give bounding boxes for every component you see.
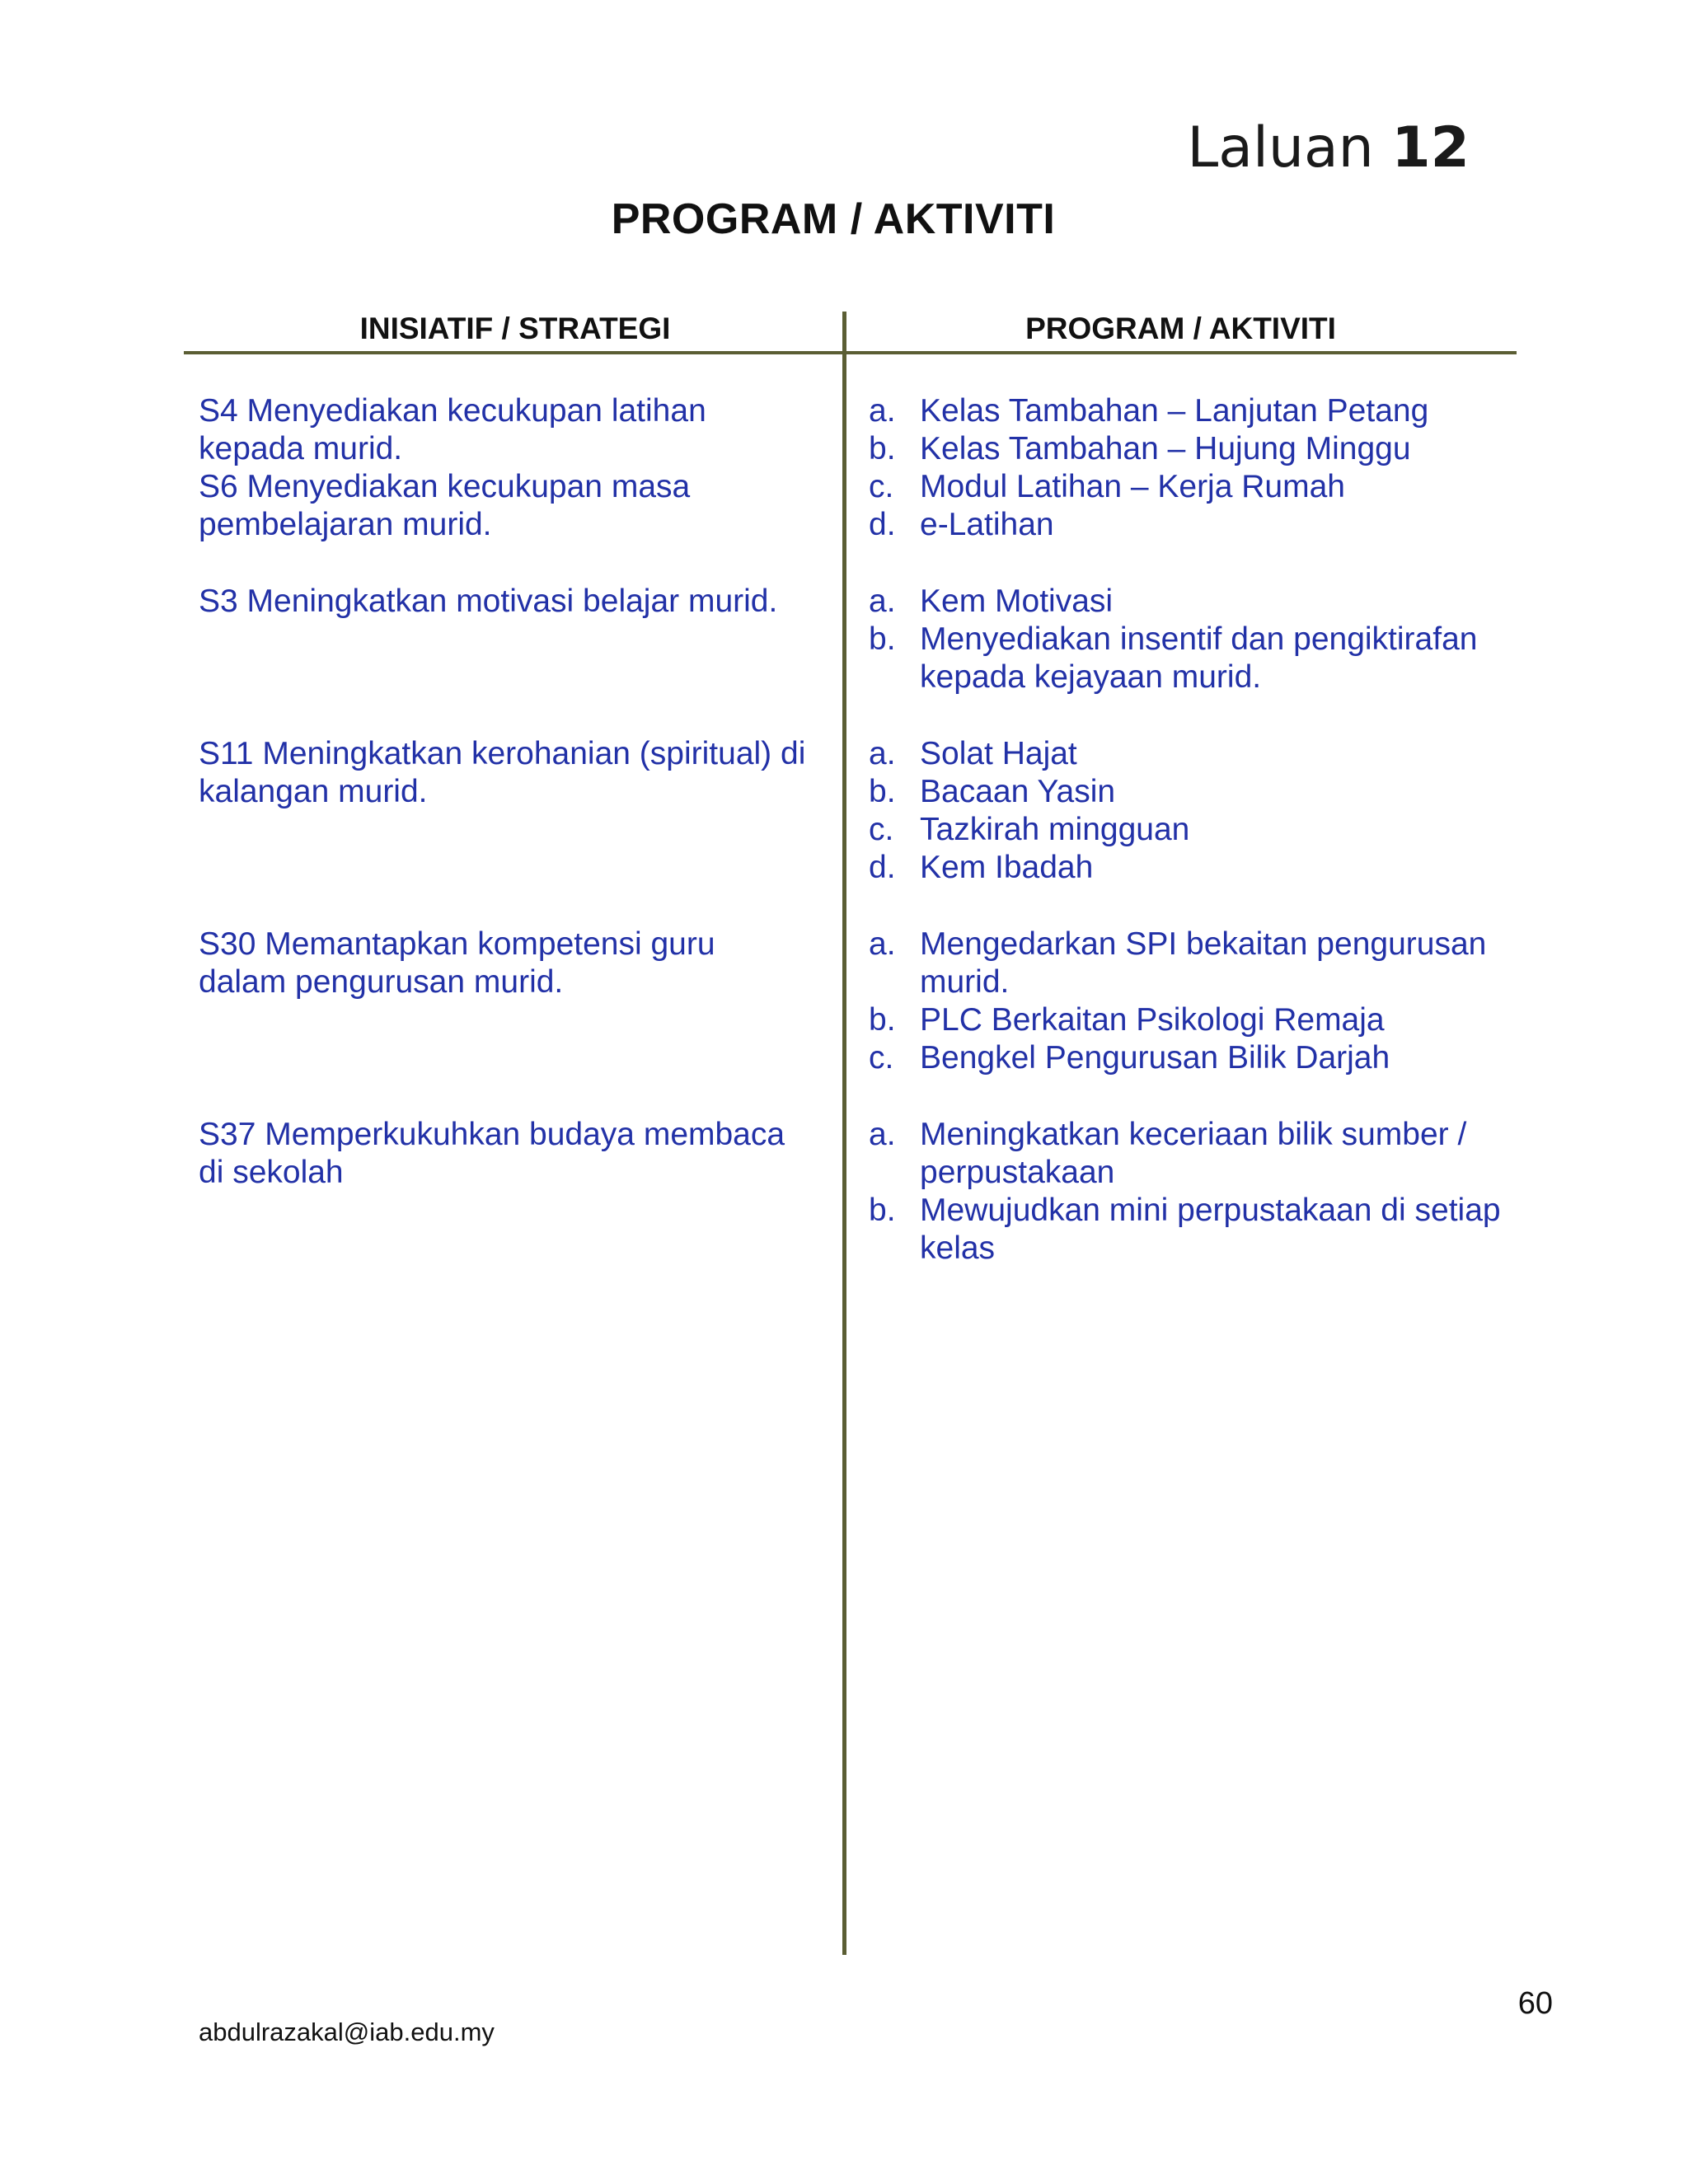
activity-text: Kem Ibadah: [920, 850, 1094, 885]
activity-marker: b.: [869, 1002, 896, 1038]
column-divider: [842, 312, 846, 1955]
activity-text: Kelas Tambahan – Lanjutan Petang: [920, 393, 1429, 429]
activity-marker: b.: [869, 431, 896, 466]
activity-text: Modul Latihan – Kerja Rumah: [920, 469, 1345, 504]
activity-list: [869, 1116, 1520, 1268]
activity-item: [869, 1192, 1520, 1268]
activity-text: Mengedarkan SPI bekaitan pengurusan murid.: [920, 926, 1487, 1000]
activity-text: Bacaan Yasin: [920, 774, 1116, 809]
activity-marker: c.: [869, 1040, 894, 1076]
activity-item: [869, 849, 1520, 887]
column-header-activity: PROGRAM / AKTIVITI: [1025, 312, 1336, 345]
activity-text: Tazkirah mingguan: [920, 812, 1190, 847]
strategy-cell: [199, 583, 833, 621]
route-heading: [1187, 115, 1470, 180]
activity-item: [869, 468, 1520, 506]
activity-text: PLC Berkaitan Psikologi Remaja: [920, 1002, 1385, 1038]
activity-list: [869, 583, 1520, 696]
strategy-line: S3 Meningkatkan motivasi belajar murid.: [199, 583, 778, 619]
activity-item: [869, 1039, 1520, 1077]
strategy-line: di sekolah: [199, 1155, 344, 1190]
activity-marker: c.: [869, 469, 894, 504]
footer-email: abdulrazakal@iab.edu.my: [199, 2018, 495, 2046]
activity-text: Bengkel Pengurusan Bilik Darjah: [920, 1040, 1390, 1076]
activity-marker: a.: [869, 583, 896, 619]
strategy-cell: [199, 735, 833, 811]
activity-text: Solat Hajat: [920, 736, 1077, 771]
strategy-cell: [199, 392, 833, 544]
strategy-line: pembelajaran murid.: [199, 507, 492, 542]
strategy-line: S4 Menyediakan kecukupan latihan: [199, 393, 706, 429]
activity-text: e-Latihan: [920, 507, 1054, 542]
strategy-cell: [199, 926, 833, 1001]
header-divider: [184, 351, 1517, 354]
strategy-line: dalam pengurusan murid.: [199, 964, 564, 1000]
activity-marker: d.: [869, 850, 896, 885]
activity-text: Meningkatkan keceriaan bilik sumber / perpustakaan: [920, 1117, 1467, 1190]
route-word: Laluan: [1187, 115, 1374, 180]
strategy-line: S37 Memperkukuhkan budaya membaca: [199, 1117, 785, 1152]
strategy-line: kepada murid.: [199, 431, 403, 466]
activity-item: [869, 392, 1520, 430]
activity-marker: b.: [869, 1193, 896, 1228]
activity-item: [869, 621, 1520, 696]
activity-item: [869, 1116, 1520, 1192]
activity-marker: d.: [869, 507, 896, 542]
activity-text: Mewujudkan mini perpustakaan di setiap kelas: [920, 1193, 1501, 1266]
activity-marker: b.: [869, 774, 896, 809]
column-header-strategy: INISIATIF / STRATEGI: [359, 312, 671, 345]
activity-marker: a.: [869, 1117, 896, 1152]
activity-item: [869, 430, 1520, 468]
activity-item: [869, 735, 1520, 773]
activity-marker: b.: [869, 621, 896, 657]
activity-marker: c.: [869, 812, 894, 847]
activity-marker: a.: [869, 926, 896, 962]
route-number: 12: [1391, 115, 1470, 180]
page-title: PROGRAM / AKTIVITI: [611, 195, 1056, 243]
activity-list: [869, 392, 1520, 544]
activity-list: [869, 735, 1520, 887]
strategy-cell: [199, 1116, 833, 1192]
strategy-line: kalangan murid.: [199, 774, 428, 809]
activity-item: [869, 926, 1520, 1001]
activity-item: [869, 773, 1520, 811]
activity-item: [869, 811, 1520, 849]
activity-list: [869, 926, 1520, 1077]
activity-text: Kem Motivasi: [920, 583, 1114, 619]
activity-text: Menyediakan insentif dan pengiktirafan kepada kejayaan murid.: [920, 621, 1478, 695]
strategy-line: S30 Memantapkan kompetensi guru: [199, 926, 715, 962]
activity-item: [869, 583, 1520, 621]
page-number: 60: [1517, 1986, 1553, 2021]
activity-item: [869, 1001, 1520, 1039]
activity-text: Kelas Tambahan – Hujung Minggu: [920, 431, 1411, 466]
activity-item: [869, 506, 1520, 544]
strategy-line: S6 Menyediakan kecukupan masa: [199, 469, 691, 504]
strategy-line: S11 Meningkatkan kerohanian (spiritual) di: [199, 736, 806, 771]
activity-marker: a.: [869, 736, 896, 771]
activity-marker: a.: [869, 393, 896, 429]
